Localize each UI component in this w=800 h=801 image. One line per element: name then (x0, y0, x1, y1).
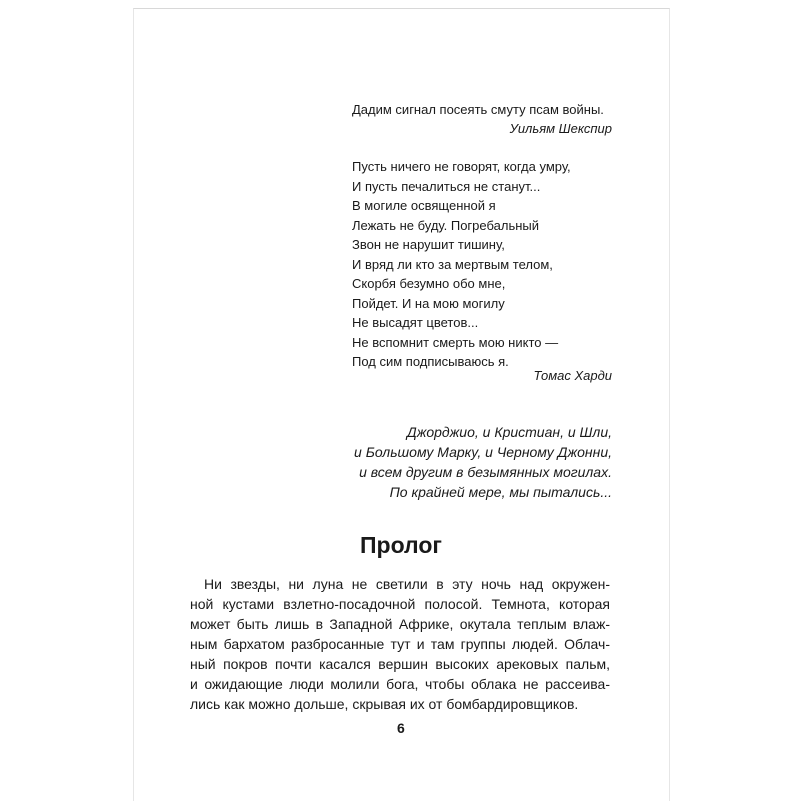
poem-line: Лежать не буду. Погребальный (352, 217, 540, 233)
poem-line: Не высадят цветов... (352, 315, 479, 330)
poem-line: Пусть ничего не говорят, когда умру, (352, 159, 571, 174)
chapter-heading: Пролог (360, 532, 442, 558)
dedication-line: Джорджио, и Кристиан, и Шли, (406, 424, 612, 440)
epigraph-text: Дадим сигнал посеять смуту псам войны. (352, 102, 604, 117)
page-number: 6 (397, 720, 405, 736)
dedication-line: и Большому Марку, и Черному Джонни, (354, 444, 612, 460)
prose-line: лись как можно дольше, скрывая их от бомбардировщиков. (190, 696, 579, 712)
dedication-line: По крайней мере, мы пытались... (389, 484, 612, 500)
dedication-line: и всем другим в безымянных могилах. (359, 464, 612, 480)
epigraph-shakespeare (352, 100, 612, 138)
epigraph-author: Уильям Шекспир (509, 121, 612, 136)
poem-line: Не вспомнит смерть мою никто — (352, 334, 559, 350)
poem-line: Пойдет. И на мою могилу (352, 295, 505, 311)
prose-line: и ожидающие люди молили бога, чтобы облака не рассеива- (190, 676, 610, 692)
epigraph-hardy (352, 157, 612, 372)
poem-line: Звон не нарушит тишину, (352, 237, 505, 252)
prologue-text (190, 574, 610, 714)
poem-line: И вряд ли кто за мертвым телом, (352, 256, 553, 272)
prose-line: ной кустами взлетно-посадочной полосой. Темнота, которая (190, 596, 610, 612)
prose-line: ный покров почти касался вершин высоких арековых пальм, (190, 656, 610, 672)
poem-author: Томас Харди (533, 368, 612, 383)
poem-line: Скорбя безумно обо мне, (352, 276, 506, 291)
prose-line: может быть лишь в Западной Африке, окутала теплым влаж- (190, 616, 610, 632)
prose-line: ным бархатом разбросанные тут и там группы людей. Облач- (190, 636, 610, 652)
dedication (300, 422, 612, 502)
poem-line: Под сим подписываюсь я. (352, 354, 509, 369)
prose-line: Ни звезды, ни луна не светили в эту ночь над окружен- (204, 576, 610, 592)
poem-line: В могиле освященной я (352, 198, 496, 213)
poem-line: И пусть печалиться не станут... (352, 178, 541, 194)
